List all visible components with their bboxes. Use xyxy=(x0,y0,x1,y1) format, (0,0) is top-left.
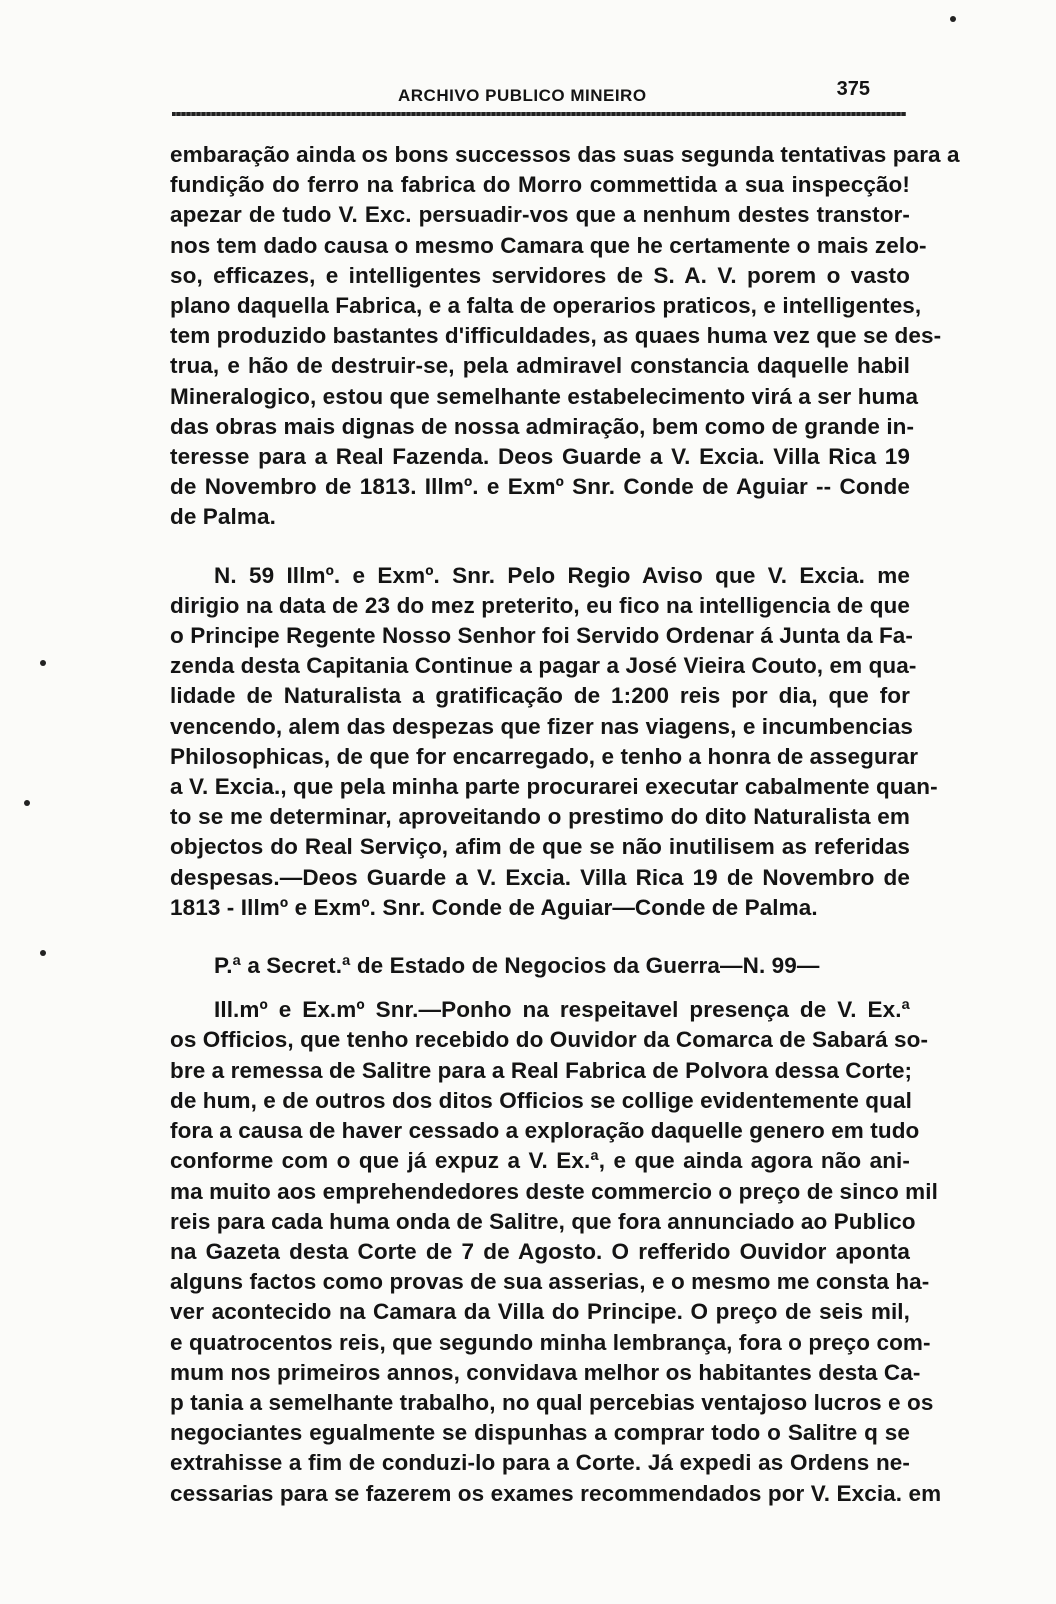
text-line: alguns factos como provas de sua asserias, e o mesmo me consta ha- xyxy=(170,1269,930,1295)
margin-dot xyxy=(950,16,956,22)
text-line: dirigio na data de 23 do mez preterito, eu fico na intelligencia de que xyxy=(170,592,910,618)
paragraph-p4 xyxy=(170,995,942,1508)
text-line: Philosophicas, de que for encarregado, e tenho a honra de assegurar xyxy=(170,743,919,769)
text-line: conforme com o que já expuz a V. Ex.ª, e que ainda agora não ani- xyxy=(170,1148,910,1174)
text-line: vencendo, alem das despezas que fizer nas viagens, e incumbencias xyxy=(170,713,914,739)
text-line: nos tem dado causa o mesmo Camara que he certamente o mais zelo- xyxy=(170,232,927,258)
text-line: bre a remessa de Salitre para a Real Fabrica de Polvora dessa Corte; xyxy=(170,1057,913,1083)
header-rule xyxy=(172,112,906,116)
text-line: das obras mais dignas de nossa admiração, bem como de grande in- xyxy=(170,413,915,439)
text-line: extrahisse a fim de conduzi-lo para a Corte. Já expedi as Ordens ne- xyxy=(170,1450,910,1476)
text-line: tem produzido bastantes d'ifficuldades, as quaes huma vez que se des- xyxy=(170,323,942,349)
text-line: negociantes egualmente se dispunhas a comprar todo o Salitre q se xyxy=(170,1420,910,1446)
text-line: mum nos primeiros annos, convidava melhor os habitantes desta Ca- xyxy=(170,1359,921,1385)
paragraph-gap xyxy=(170,923,910,951)
text-line: 1813 - Illmº e Exmº. Snr. Conde de Aguiar—Conde de Palma. xyxy=(170,894,818,920)
text-line: to se me determinar, aproveitando o prestimo do dito Naturalista em xyxy=(170,804,910,830)
text-line: N. 59 Illmº. e Exmº. Snr. Pelo Regio Aviso que V. Excia. me xyxy=(214,562,910,588)
text-line: teresse para a Real Fazenda. Deos Guarde a V. Excia. Villa Rica 19 xyxy=(170,444,910,470)
text-line: so, efficazes, e intelligentes servidores de S. A. V. porem o vasto xyxy=(170,262,910,288)
text-line: cessarias para se fazerem os exames recommendados por V. Excia. em xyxy=(170,1480,942,1506)
text-line: e quatrocentos reis, que segundo minha lembrança, fora o preço com- xyxy=(170,1329,931,1355)
margin-dot xyxy=(40,660,46,666)
paragraph-gap xyxy=(170,533,910,561)
margin-dot xyxy=(24,800,30,806)
text-line: zenda desta Capitania Continue a pagar a José Vieira Couto, em qua- xyxy=(170,653,917,679)
text-line: lidade de Naturalista a gratificação de 1:200 reis por dia, que for xyxy=(170,683,910,709)
text-line: p tania a semelhante trabalho, no qual percebias ventajoso lucros e os xyxy=(170,1389,934,1415)
text-line: apezar de tudo V. Exc. persuadir-vos que a nenhum destes transtor- xyxy=(170,202,910,228)
text-line: os Officios, que tenho recebido do Ouvidor da Comarca de Sabará so- xyxy=(170,1027,929,1053)
body-text xyxy=(170,140,960,1509)
page-header xyxy=(172,72,906,118)
text-line: embaração ainda os bons successos das suas segunda tentativas para a xyxy=(170,142,960,167)
paragraph-p2 xyxy=(170,561,938,923)
text-line: ver acontecido na Camara da Villa do Principe. O preço de seis mil, xyxy=(170,1299,910,1325)
margin-dot xyxy=(40,950,46,956)
text-line: de Novembro de 1813. Illmº. e Exmº Snr. Conde de Aguiar -- Conde xyxy=(170,474,910,500)
text-line: Mineralogico, estou que semelhante estabelecimento virá a ser huma xyxy=(170,383,919,409)
page-number: 375 xyxy=(836,78,870,100)
text-line: na Gazeta desta Corte de 7 de Agosto. O refferido Ouvidor aponta xyxy=(170,1238,910,1264)
text-line: plano daquella Fabrica, e a falta de operarios praticos, e intelligentes, xyxy=(170,293,922,319)
text-line: reis para cada huma onda de Salitre, que fora annunciado ao Publico xyxy=(170,1208,916,1234)
text-line: trua, e hão de destruir-se, pela admiravel constancia daquelle habil xyxy=(170,353,910,379)
paragraph-gap xyxy=(170,981,910,995)
text-line: Ill.mº e Ex.mº Snr.—Ponho na respeitavel presença de V. Ex.ª xyxy=(214,997,910,1023)
text-line: P.ª a Secret.ª de Estado de Negocios da Guerra—N. 99— xyxy=(214,953,820,979)
text-line: de Palma. xyxy=(170,504,276,530)
text-line: objectos do Real Serviço, afim de que se não inutilisem as referidas xyxy=(170,834,910,860)
running-title: ARCHIVO PUBLICO MINEIRO xyxy=(398,86,647,105)
text-line: despesas.—Deos Guarde a V. Excia. Villa Rica 19 de Novembro de xyxy=(170,864,910,890)
paragraph-p3 xyxy=(170,951,910,981)
text-line: fundição do ferro na fabrica do Morro commettida a sua inspecção! xyxy=(170,172,910,198)
text-line: a V. Excia., que pela minha parte procurarei executar cabalmente quan- xyxy=(170,774,938,800)
paragraph-p1 xyxy=(170,140,960,533)
text-line: ma muito aos emprehendedores deste commercio o preço de sinco mil xyxy=(170,1178,938,1204)
text-line: de hum, e de outros dos ditos Officios se collige evidentemente qual xyxy=(170,1087,912,1113)
text-line: o Principe Regente Nosso Senhor foi Servido Ordenar á Junta da Fa- xyxy=(170,623,914,649)
text-line: fora a causa de haver cessado a exploração daquelle genero em tudo xyxy=(170,1118,920,1144)
